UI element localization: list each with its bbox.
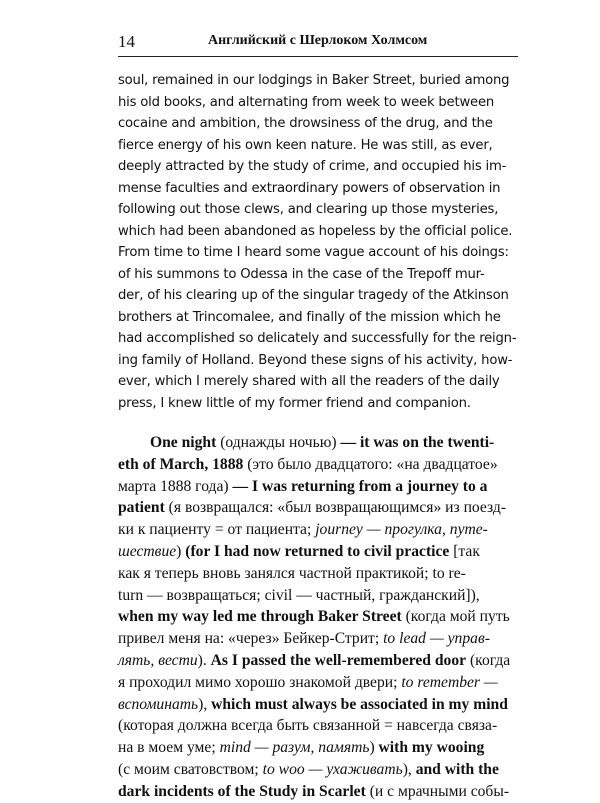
bilingual-line bbox=[118, 519, 518, 541]
russian-translation: привел меня на: «через» Бейкер-Стрит; bbox=[118, 630, 384, 648]
bilingual-line bbox=[118, 781, 518, 803]
english-line: had accomplished so delicately and successfully for the reign- bbox=[118, 331, 517, 346]
english-phrase: when my way led me through Baker Street bbox=[118, 608, 402, 626]
vocabulary-gloss: to woo — ухаживать bbox=[262, 760, 403, 778]
bilingual-paragraph bbox=[118, 432, 518, 803]
english-line: der, of his clearing up of the singular tragedy of the Atkinson bbox=[118, 288, 509, 303]
russian-translation: марта 1888 года) bbox=[118, 477, 233, 495]
english-phrase: eth of March, 1888 bbox=[118, 455, 244, 473]
russian-translation: (которая должна всегда быть связанной = навсегда связа- bbox=[118, 717, 498, 735]
english-line: which had been abandoned as hopeless by the official police. bbox=[118, 223, 513, 239]
english-line: his old books, and alternating from week to week between bbox=[118, 94, 495, 110]
bilingual-line bbox=[118, 585, 518, 607]
bilingual-line bbox=[118, 454, 518, 476]
russian-translation: (когда мой путь bbox=[401, 608, 510, 626]
english-phrase: As I passed the well-remembered door bbox=[210, 651, 467, 669]
english-line: ing family of Holland. Beyond these signs of his activity, how- bbox=[118, 352, 513, 368]
english-line: ever, which I merely shared with all the readers of the daily bbox=[118, 374, 500, 389]
english-line: soul, remained in our lodgings in Baker Street, buried among bbox=[118, 73, 510, 88]
russian-translation: (когда bbox=[466, 651, 511, 669]
english-phrase: (for I had now returned to civil practice bbox=[185, 542, 450, 560]
bilingual-line bbox=[118, 432, 518, 454]
english-phrase: and with the bbox=[415, 760, 499, 778]
english-phrase: One night bbox=[150, 434, 217, 451]
english-line: From time to time I heard some vague account of his doings: bbox=[118, 245, 509, 260]
bilingual-line bbox=[118, 715, 518, 737]
russian-translation: на в моем уме; bbox=[118, 739, 220, 757]
russian-translation: (это было двадцатого: «на двадцатое» bbox=[243, 455, 498, 473]
english-line: deeply attracted by the study of crime, and occupied his im- bbox=[118, 159, 507, 174]
russian-translation: ), bbox=[198, 695, 212, 713]
english-phrase: with my wooing bbox=[378, 739, 485, 757]
english-phrase: — I was returning from a journey to a bbox=[232, 477, 488, 495]
page-number: 14 bbox=[118, 32, 135, 51]
russian-translation: как я теперь вновь занялся частной практикой; to re- bbox=[118, 564, 466, 582]
russian-translation: (я возвращался: «был возвращающимся» из поезд- bbox=[164, 499, 507, 517]
russian-translation: ) bbox=[369, 739, 379, 757]
russian-translation: (и с мрачными собы- bbox=[365, 782, 510, 800]
bilingual-line bbox=[118, 476, 518, 498]
english-paragraph bbox=[118, 70, 518, 414]
header-rule bbox=[118, 56, 518, 57]
bilingual-line bbox=[118, 650, 518, 672]
english-line: mense faculties and extraordinary powers of observation in bbox=[118, 180, 501, 196]
page-header bbox=[118, 24, 518, 54]
bilingual-line bbox=[118, 541, 518, 563]
vocabulary-gloss: to remember — bbox=[401, 673, 498, 691]
bilingual-line bbox=[118, 563, 518, 585]
english-line: cocaine and ambition, the drowsiness of the drug, and the bbox=[118, 116, 493, 131]
english-phrase: dark incidents of the Study in Scarlet bbox=[118, 782, 366, 800]
russian-translation: (с моим сватовством; bbox=[118, 760, 263, 778]
english-phrase: patient bbox=[118, 499, 165, 517]
english-phrase: — it was on the twenti- bbox=[340, 434, 495, 451]
english-phrase: which must always be associated in my mind bbox=[211, 695, 508, 713]
bilingual-line bbox=[118, 694, 518, 716]
russian-translation: ), bbox=[402, 760, 416, 778]
bilingual-line bbox=[118, 628, 518, 650]
vocabulary-gloss: journey — прогулка, путе- bbox=[315, 521, 488, 539]
vocabulary-gloss: шествие bbox=[118, 542, 177, 560]
russian-translation: (однажды ночью) bbox=[216, 434, 341, 451]
vocabulary-gloss: to lead — управ- bbox=[383, 630, 490, 648]
bilingual-line bbox=[118, 606, 518, 628]
english-line: fierce energy of his own keen nature. He was still, as ever, bbox=[118, 137, 493, 153]
bilingual-line bbox=[118, 737, 518, 759]
russian-translation: я проходил мимо хорошо знакомой двери; bbox=[118, 673, 402, 691]
russian-translation: ки к пациенту = от пациента; bbox=[118, 521, 316, 539]
english-line: press, I knew little of my former friend and companion. bbox=[118, 395, 471, 411]
vocabulary-gloss: вспоминать bbox=[118, 695, 199, 713]
vocabulary-gloss: лять, вести bbox=[118, 651, 198, 669]
vocabulary-gloss: mind — разум, память bbox=[219, 739, 370, 757]
english-line: of his summons to Odessa in the case of the Trepoff mur- bbox=[118, 266, 485, 282]
russian-translation: turn — возвращаться; civil — частный, гражданский]), bbox=[118, 586, 480, 604]
russian-translation: [так bbox=[449, 542, 480, 560]
russian-translation: ) bbox=[176, 542, 186, 560]
english-line: brothers at Trincomalee, and finally of the mission which he bbox=[118, 309, 501, 325]
bilingual-line bbox=[118, 497, 518, 519]
bilingual-line bbox=[118, 672, 518, 694]
english-line: following out those clews, and clearing up those mysteries, bbox=[118, 202, 499, 217]
running-title: Английский с Шерлоком Холмсом bbox=[208, 33, 428, 48]
russian-translation: ). bbox=[197, 651, 211, 669]
bilingual-line bbox=[118, 759, 518, 781]
